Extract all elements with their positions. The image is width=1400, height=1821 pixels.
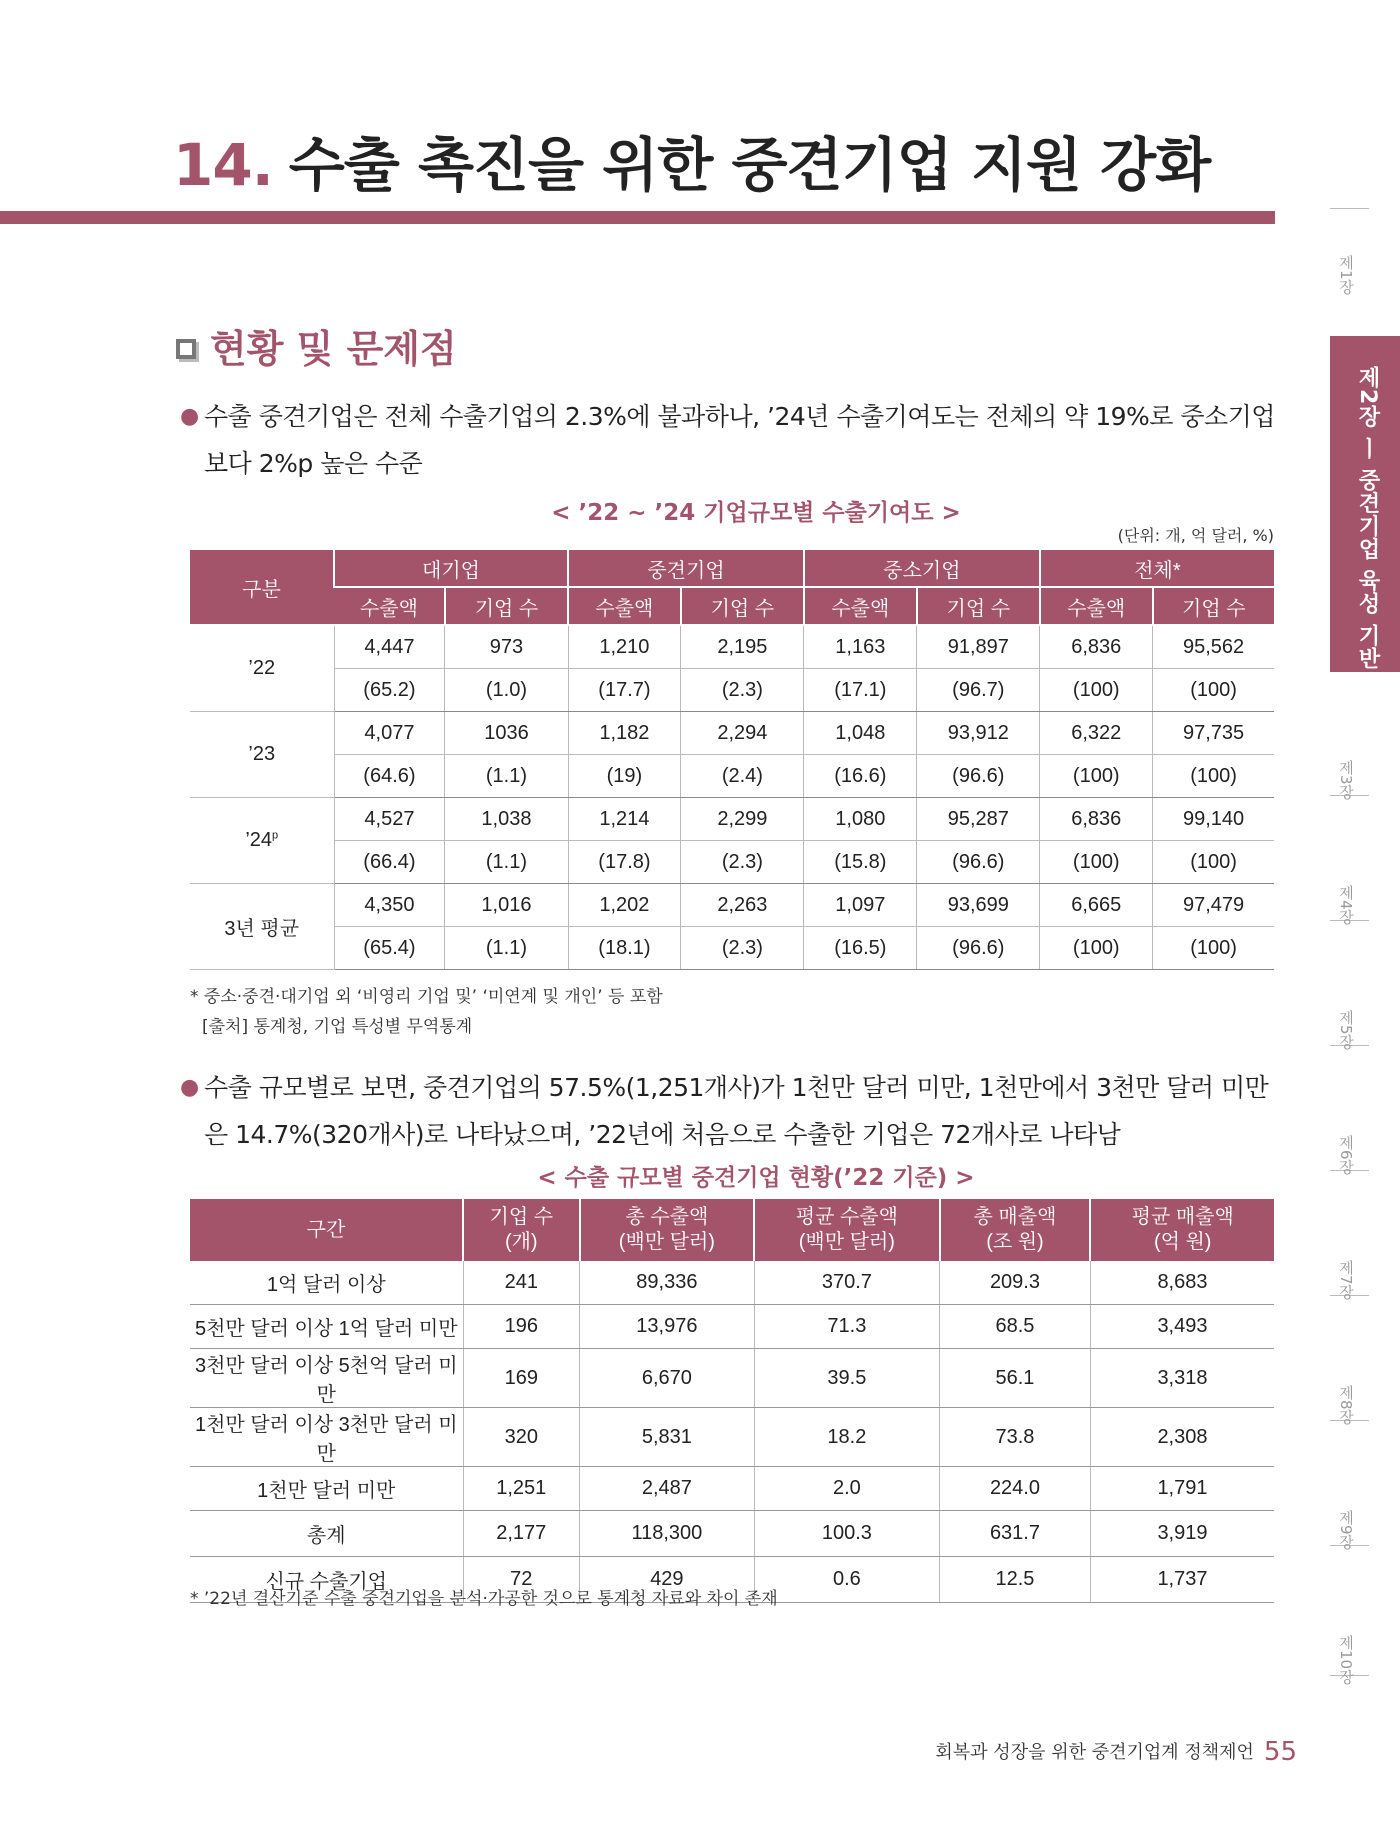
percent-cell: (2.3) — [681, 669, 804, 712]
percent-cell: (19) — [568, 755, 681, 798]
value-cell: 97,479 — [1153, 884, 1274, 927]
value-cell: 429 — [580, 1557, 755, 1603]
percent-cell: (16.5) — [804, 927, 917, 970]
value-cell: 6,322 — [1040, 712, 1153, 755]
value-cell: 2,195 — [681, 625, 804, 669]
percent-cell: (100) — [1153, 755, 1274, 798]
bullet-dot-icon: ● — [180, 404, 199, 429]
value-cell: 1,214 — [568, 798, 681, 841]
value-cell: 2,299 — [681, 798, 804, 841]
value-cell: 12.5 — [940, 1557, 1091, 1603]
percent-cell: (100) — [1153, 927, 1274, 970]
range-label: 1천만 달러 이상 3천만 달러 미만 — [190, 1408, 463, 1467]
value-cell: 5,831 — [580, 1408, 755, 1467]
value-cell: 4,077 — [334, 712, 445, 755]
table1-unit: (단위: 개, 억 달러, %) — [1117, 526, 1274, 545]
value-cell: 3,919 — [1090, 1511, 1274, 1557]
percent-cell: (100) — [1153, 669, 1274, 712]
value-cell: 91,897 — [917, 625, 1040, 669]
value-cell: 56.1 — [940, 1349, 1091, 1408]
bullet-paragraph-2 — [180, 1064, 1280, 1158]
table2-header: 총 매출액 (조 원) — [940, 1199, 1091, 1261]
chapter-tab-active[interactable] — [1330, 336, 1400, 725]
value-cell: 8,683 — [1090, 1261, 1274, 1305]
value-cell: 73.8 — [940, 1408, 1091, 1467]
header-group: 구분 — [190, 550, 334, 625]
header-total: 전체* — [1040, 550, 1274, 587]
value-cell: 4,527 — [334, 798, 445, 841]
table-row — [190, 712, 1274, 755]
value-cell: 4,447 — [334, 625, 445, 669]
row-label-superscript: p — [272, 829, 279, 842]
range-label: 3천만 달러 이상 5천억 달러 미만 — [190, 1349, 463, 1408]
value-cell: 95,562 — [1153, 625, 1274, 669]
percent-cell: (18.1) — [568, 927, 681, 970]
section-heading-text: 현황 및 문제점 — [210, 327, 457, 371]
value-cell: 2,294 — [681, 712, 804, 755]
table2-caption: < 수출 규모별 중견기업 현황(’22 기준) > — [537, 1165, 975, 1191]
table-row — [190, 625, 1274, 669]
table1-notes — [190, 982, 663, 1042]
value-cell: 1,737 — [1090, 1557, 1274, 1603]
note-footnote: * 중소·중견·대기업 외 ‘비영리 기업 및’ ‘미연계 및 개인’ 등 포함 — [190, 987, 663, 1007]
range-label: 5천만 달러 이상 1억 달러 미만 — [190, 1305, 463, 1349]
header-count: 기업 수 — [681, 587, 804, 625]
range-label: 총계 — [190, 1511, 463, 1557]
bullet-text-2: 수출 규모별로 보면, 중견기업의 57.5%(1,251개사)가 1천만 달러 미만, 1천만에서 3천만 달러 미만은 14.7%(320개사)로 나타났으며, ’22년에 처음으로 수출한 기업은 72개사로 나타남 — [204, 1073, 1269, 1149]
value-cell: 1,016 — [445, 884, 568, 927]
chapter-tab[interactable]: 제4장 — [1337, 885, 1355, 925]
table-row — [190, 1349, 1274, 1408]
table-row — [190, 1305, 1274, 1349]
range-label: 신규 수출기업 — [190, 1557, 463, 1603]
value-cell: 3,318 — [1090, 1349, 1274, 1408]
percent-cell: (16.6) — [804, 755, 917, 798]
chapter-tab[interactable]: 제1장 — [1337, 255, 1355, 295]
title-divider — [0, 211, 1275, 224]
value-cell: 72 — [463, 1557, 580, 1603]
chapter-tab[interactable]: 제3장 — [1337, 760, 1355, 800]
value-cell: 118,300 — [580, 1511, 755, 1557]
page-title — [173, 118, 1210, 202]
table2-header: 평균 매출액 (억 원) — [1090, 1199, 1274, 1261]
value-cell: 6,836 — [1040, 625, 1153, 669]
bullet-paragraph-1 — [180, 393, 1280, 487]
header-amount: 수출액 — [334, 587, 445, 625]
value-cell: 1,097 — [804, 884, 917, 927]
percent-cell: (65.4) — [334, 927, 445, 970]
value-cell: 1,202 — [568, 884, 681, 927]
value-cell: 631.7 — [940, 1511, 1091, 1557]
percent-cell: (66.4) — [334, 841, 445, 884]
percent-cell: (17.8) — [568, 841, 681, 884]
table-row — [190, 927, 1274, 970]
sidebar-divider — [1330, 208, 1369, 209]
table-row — [190, 798, 1274, 841]
percent-cell: (2.4) — [681, 755, 804, 798]
value-cell: 39.5 — [754, 1349, 939, 1408]
percent-cell: (96.7) — [917, 669, 1040, 712]
value-cell: 241 — [463, 1261, 580, 1305]
percent-cell: (64.6) — [334, 755, 445, 798]
table2-header: 기업 수 (개) — [463, 1199, 580, 1261]
value-cell: 13,976 — [580, 1305, 755, 1349]
value-cell: 97,735 — [1153, 712, 1274, 755]
percent-cell: (17.1) — [804, 669, 917, 712]
header-count: 기업 수 — [917, 587, 1040, 625]
note-source: [출처] 통계청, 기업 특성별 무역통계 — [202, 1017, 473, 1037]
value-cell: 6,836 — [1040, 798, 1153, 841]
table-row — [190, 884, 1274, 927]
percent-cell: (100) — [1153, 841, 1274, 884]
percent-cell: (15.8) — [804, 841, 917, 884]
row-label: ’24$^p$ — [190, 798, 334, 884]
value-cell: 209.3 — [940, 1261, 1091, 1305]
value-cell: 2,308 — [1090, 1408, 1274, 1467]
percent-cell: (17.7) — [568, 669, 681, 712]
export-scale-table — [190, 1199, 1274, 1603]
range-label: 1천만 달러 미만 — [190, 1467, 463, 1511]
value-cell: 99,140 — [1153, 798, 1274, 841]
value-cell: 93,699 — [917, 884, 1040, 927]
value-cell: 100.3 — [754, 1511, 939, 1557]
value-cell: 6,670 — [580, 1349, 755, 1408]
chapter-tab[interactable]: 제5장 — [1337, 1010, 1355, 1050]
header-amount: 수출액 — [1040, 587, 1153, 625]
percent-cell: (2.3) — [681, 927, 804, 970]
value-cell: 1,791 — [1090, 1467, 1274, 1511]
value-cell: 1,182 — [568, 712, 681, 755]
value-cell: 4,350 — [334, 884, 445, 927]
table-row — [190, 755, 1274, 798]
percent-cell: (100) — [1040, 755, 1153, 798]
percent-cell: (1.1) — [445, 755, 568, 798]
page-number: 55 — [1263, 1737, 1297, 1767]
value-cell: 1,210 — [568, 625, 681, 669]
chapter-tab-active-label: 제2장 ㅣ 중견기업 육성 기반 조성 — [1355, 366, 1380, 725]
page-footer — [935, 1737, 1297, 1767]
value-cell: 196 — [463, 1305, 580, 1349]
table2-note: * ’22년 결산기준 수출 중견기업을 분석·가공한 것으로 통계청 자료와 차이 존재 — [190, 1589, 778, 1609]
value-cell: 224.0 — [940, 1467, 1091, 1511]
value-cell: 2,263 — [681, 884, 804, 927]
percent-cell: (1.1) — [445, 841, 568, 884]
percent-cell: (96.6) — [917, 841, 1040, 884]
value-cell: 2,487 — [580, 1467, 755, 1511]
value-cell: 320 — [463, 1408, 580, 1467]
value-cell: 973 — [445, 625, 568, 669]
table2-header: 평균 수출액 (백만 달러) — [754, 1199, 939, 1261]
chapter-tab[interactable]: 제10장 — [1337, 1635, 1355, 1685]
header-amount: 수출액 — [568, 587, 681, 625]
table-row — [190, 669, 1274, 712]
header-count: 기업 수 — [445, 587, 568, 625]
value-cell: 1,038 — [445, 798, 568, 841]
percent-cell: (100) — [1040, 927, 1153, 970]
table-row — [190, 1408, 1274, 1467]
chapter-tab[interactable]: 제6장 — [1337, 1135, 1355, 1175]
title-number: 14. — [173, 131, 273, 199]
value-cell: 1036 — [445, 712, 568, 755]
table2-header: 총 수출액 (백만 달러) — [580, 1199, 755, 1261]
table-row — [190, 841, 1274, 884]
section-heading — [176, 318, 457, 373]
bullet-text-1: 수출 중견기업은 전체 수출기업의 2.3%에 불과하나, ’24년 수출기여도는 전체의 약 19%로 중소기업보다 2%p 높은 수준 — [204, 402, 1275, 478]
value-cell: 2,177 — [463, 1511, 580, 1557]
percent-cell: (1.0) — [445, 669, 568, 712]
value-cell: 3,493 — [1090, 1305, 1274, 1349]
header-small: 중소기업 — [804, 550, 1040, 587]
percent-cell: (2.3) — [681, 841, 804, 884]
export-contribution-table — [190, 550, 1274, 970]
header-large: 대기업 — [334, 550, 568, 587]
title-text: 수출 촉진을 위한 중견기업 지원 강화 — [288, 131, 1211, 199]
header-count: 기업 수 — [1153, 587, 1274, 625]
square-bullet-icon — [176, 339, 196, 359]
percent-cell: (65.2) — [334, 669, 445, 712]
value-cell: 370.7 — [754, 1261, 939, 1305]
value-cell: 1,163 — [804, 625, 917, 669]
range-label: 1억 달러 이상 — [190, 1261, 463, 1305]
table-row — [190, 1261, 1274, 1305]
header-mid: 중견기업 — [568, 550, 804, 587]
table2-header: 구간 — [190, 1199, 463, 1261]
chapter-tab[interactable]: 제7장 — [1337, 1260, 1355, 1300]
value-cell: 93,912 — [917, 712, 1040, 755]
value-cell: 6,665 — [1040, 884, 1153, 927]
value-cell: 1,048 — [804, 712, 917, 755]
row-label: 3년 평균 — [190, 884, 334, 970]
header-amount: 수출액 — [804, 587, 917, 625]
value-cell: 71.3 — [754, 1305, 939, 1349]
value-cell: 95,287 — [917, 798, 1040, 841]
value-cell: 18.2 — [754, 1408, 939, 1467]
value-cell: 169 — [463, 1349, 580, 1408]
table-row — [190, 1467, 1274, 1511]
table1-caption: < ’22 ~ ’24 기업규모별 수출기여도 > — [551, 500, 961, 526]
value-cell: 1,080 — [804, 798, 917, 841]
chapter-tab[interactable]: 제8장 — [1337, 1385, 1355, 1425]
value-cell: 2.0 — [754, 1467, 939, 1511]
percent-cell: (1.1) — [445, 927, 568, 970]
value-cell: 68.5 — [940, 1305, 1091, 1349]
percent-cell: (96.6) — [917, 927, 1040, 970]
percent-cell: (100) — [1040, 669, 1153, 712]
row-label: ’23 — [190, 712, 334, 798]
chapter-tab[interactable]: 제9장 — [1337, 1510, 1355, 1550]
value-cell: 89,336 — [580, 1261, 755, 1305]
table-row — [190, 1511, 1274, 1557]
row-label: ’22 — [190, 625, 334, 712]
footer-text: 회복과 성장을 위한 중견기업계 정책제언 — [935, 1742, 1254, 1763]
percent-cell: (100) — [1040, 841, 1153, 884]
bullet-dot-icon: ● — [180, 1075, 199, 1100]
percent-cell: (96.6) — [917, 755, 1040, 798]
value-cell: 1,251 — [463, 1467, 580, 1511]
value-cell: 0.6 — [754, 1557, 939, 1603]
